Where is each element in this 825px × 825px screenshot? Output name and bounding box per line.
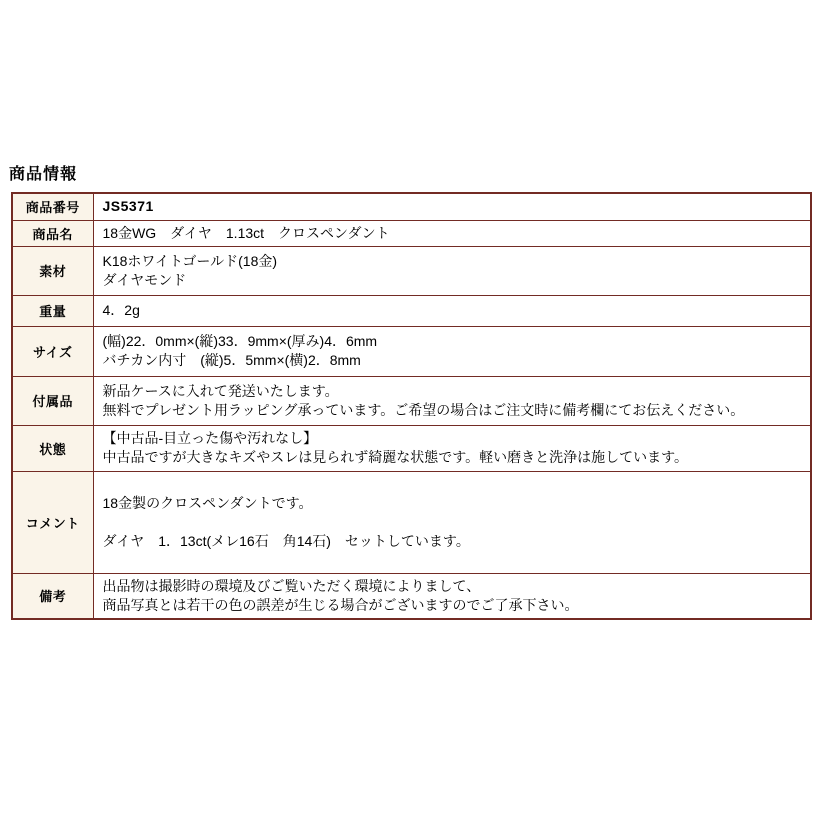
table-row [12,246,811,295]
row-value: 18金WG ダイヤ 1.13ct クロスペンダント [93,220,811,246]
row-label: 重量 [12,295,93,326]
row-value: 18金製のクロスペンダントです。 ダイヤ 1．13ct(メレ16石 角14石) セットしています。 [93,471,811,573]
row-value: 出品物は撮影時の環境及びご覧いただく環境によりまして、 商品写真とは若干の色の誤差が生じる場合がございますのでご了承下さい。 [93,573,811,619]
table-row [12,425,811,471]
table-row [12,376,811,425]
page-title: 商品情報 [9,166,78,183]
row-label: 素材 [12,246,93,295]
row-label: コメント [12,471,93,573]
row-label: サイズ [12,326,93,376]
row-label: 状態 [12,425,93,471]
table-row [12,220,811,246]
table-row [12,295,811,326]
table-row [12,193,811,220]
row-label: 商品番号 [12,193,93,220]
product-info-table [11,192,812,620]
row-value: 4．2g [93,295,811,326]
row-value: K18ホワイトゴールド(18金) ダイヤモンド [93,246,811,295]
row-value: 【中古品-目立った傷や汚れなし】 中古品ですが大きなキズやスレは見られず綺麗な状態です。軽い磨きと洗浄は施しています。 [93,425,811,471]
row-value: 新品ケースに入れて発送いたします。 無料でプレゼント用ラッピング承っています。ご希望の場合はご注文時に備考欄にてお伝えください。 [93,376,811,425]
row-value: JS5371 [93,193,811,220]
row-label: 付属品 [12,376,93,425]
row-label: 商品名 [12,220,93,246]
product-info-table-body [12,193,811,619]
table-row [12,326,811,376]
table-row [12,573,811,619]
table-row [12,471,811,573]
row-value: (幅)22．0mm×(縦)33．9mm×(厚み)4．6mm バチカン内寸 (縦)5．5mm×(横)2．8mm [93,326,811,376]
row-label: 備考 [12,573,93,619]
